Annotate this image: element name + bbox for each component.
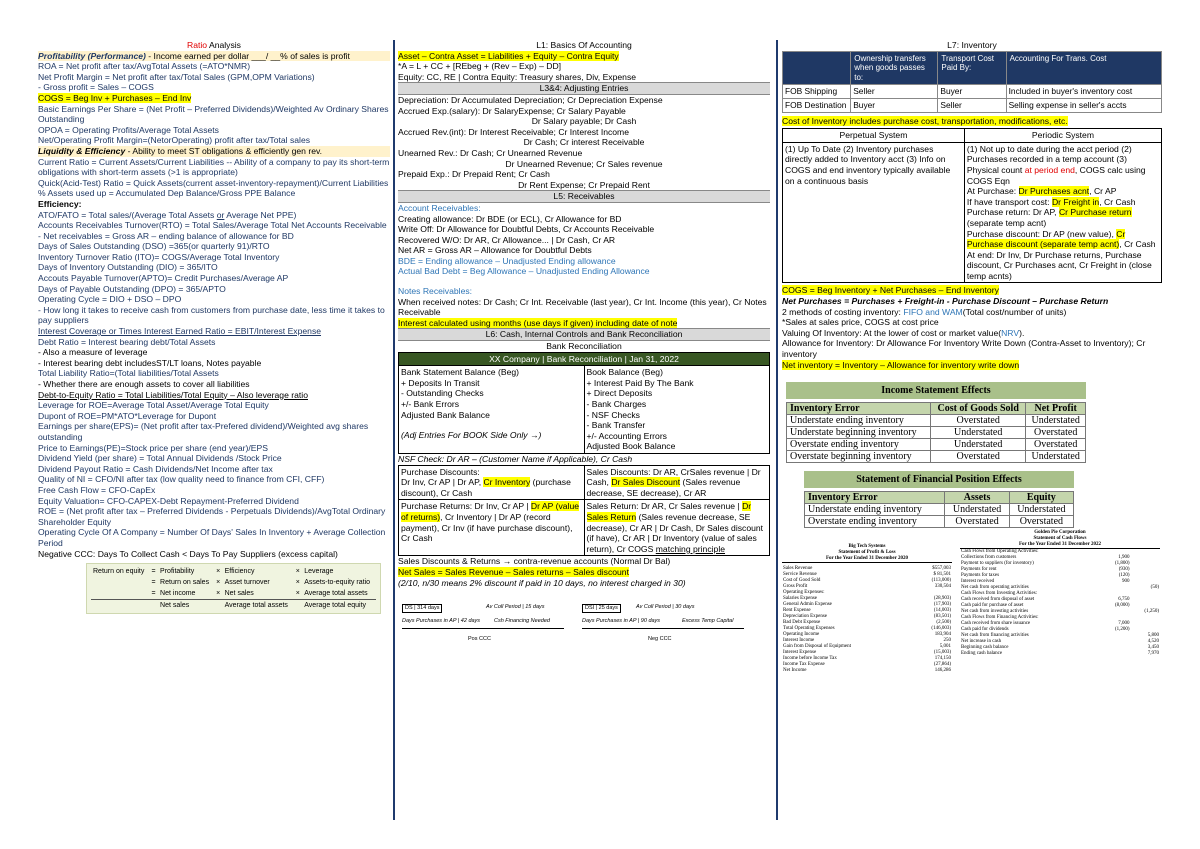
financial-statements	[782, 530, 1162, 674]
rb-cell: Net sales	[224, 590, 254, 598]
pl-cell: $ 81,501	[933, 572, 951, 578]
cf-cell: Interest received	[961, 579, 995, 585]
divider	[776, 40, 778, 820]
assets-used: % Assets used up = Accumulated Dep Balance/Gross PPE Balance	[38, 188, 296, 199]
pl-cell: Service Revenue	[783, 572, 817, 578]
ise-cell: Understate ending inventory	[787, 415, 931, 427]
sfp-cell: Understate ending inventory	[805, 504, 945, 516]
ise-cell: Understated	[1026, 451, 1086, 463]
write-off: Write Off: Dr Allowance for Doubtful Debts, Cr Accounts Receivable	[398, 224, 655, 235]
opoa: OPOA = Operating Profits/Average Total Assets	[38, 124, 219, 135]
notes-receivables: Notes Receivables:	[398, 286, 473, 297]
pl-cell: (28,903)	[933, 596, 951, 602]
net-sales: Net Sales = Sales Revenue – Sales returns – Sales discount	[398, 566, 629, 577]
sfp-head: Assets	[945, 492, 1009, 504]
ise-head: Net Profit	[1026, 403, 1086, 415]
cf-cell: Beginning cash balance	[961, 645, 1009, 651]
cf-cell: Net cash from financing activities	[961, 633, 1029, 639]
pl-row	[782, 668, 952, 674]
sfp-title: Statement of Financial Position Effects	[804, 471, 1074, 488]
recovered: Recovered W/O: Dr AR, Cr Allowance... | Dr Cash, Cr AR	[398, 234, 616, 245]
pl-cell: (27,864)	[933, 662, 951, 668]
equity-valuation: Equity Valuation= CFO-CAPEX-Debt Repayment-Preferred Dividend	[38, 495, 299, 506]
pl-cell: Net Income	[783, 668, 807, 674]
bank-line: + Deposits In Transit	[401, 377, 480, 388]
rb-cell: =	[151, 590, 156, 598]
actual-bad-debt: Actual Bad Debt = Beg Allowance – Unadjusted Ending Allowance	[398, 266, 650, 277]
pos-ccc-timeline	[398, 600, 568, 650]
cf-cell: Collections from customers	[961, 555, 1017, 561]
tl-axis	[402, 628, 564, 629]
pl-cell: Interest Income	[783, 638, 815, 644]
periodic-text: (1) Not up to date during the acct period (2) Purchases recorded in a temp account (3) Physical count at period end, COGS calc using COGS Eqn At Purchase: Dr Purchases acnt, Cr AP If have transport cost: Dr Freight in, Cr Cash Purchase return: Dr AP, Cr Purchase return (separate temp acnt) Purchase discount: Dr AP (new value), Cr Purchase discount (separate temp acnt), Cr Cash At end: Dr Inv, Dr Purchase returns, Purchase discount, Cr Purchases acnt, Cr Freight in (close temp acnts)	[964, 142, 1161, 283]
cf-cell: Payments for taxes	[961, 573, 1000, 579]
cf-cell: (1,200)	[1114, 627, 1130, 633]
sfp-head: Inventory Error	[805, 492, 945, 504]
pl-cell: Total Operating Expenses	[783, 626, 835, 632]
book-line: Adjusted Book Balance	[586, 441, 676, 452]
pl-cell: 146,286	[934, 668, 951, 674]
operating-cycle: Operating Cycle = DIO + DSO – DPO	[38, 294, 182, 305]
cf-cell: 7,970	[1147, 651, 1159, 657]
net-ar: Net AR = Gross AR – Allowance for Doubtful Debts	[398, 245, 592, 256]
debt-to-equity: Debt-to-Equity Ratio = Total Liabilities/Total Equity – Also leverage ratio	[38, 389, 308, 400]
ise-head: Cost of Goods Sold	[931, 403, 1026, 415]
pl-table	[782, 566, 952, 674]
pl-cell: Bad Debt Expense	[783, 620, 821, 626]
quick-ratio: Quick(Acid-Test) Ratio = Quick Assets(current asset-inventory-repayment)/Current Liabilities	[38, 177, 389, 188]
sfp-cell: Understated	[945, 504, 1009, 516]
rb-cell: =	[151, 579, 156, 587]
cf-cell: Cash paid for dividends	[961, 627, 1009, 633]
rb-cell: Assets-to-equity ratio	[304, 579, 371, 587]
pl-title: For the Year Ended 31 December 2020	[782, 556, 952, 563]
nsf-check: NSF Check: Dr AR – (Customer Name if Applicable), Cr Cash	[398, 453, 633, 464]
fob-table	[782, 51, 1162, 113]
ibd: - Interest bearing debt includesST/LT loans, Notes payable	[38, 357, 262, 368]
equity: Equity: CC, RE | Contra Equity: Treasury shares, Div, Expense	[398, 71, 637, 82]
cf-cell: 1,900	[1118, 555, 1130, 561]
company-header: XX Company | Bank Reconciliation | Jan 31, 2022	[399, 352, 770, 366]
ise-cell: Overstated	[931, 415, 1026, 427]
rb-cell: Average total assets	[304, 590, 368, 598]
fob-cell: FOB Shipping	[783, 85, 851, 99]
rb-cell: Return on sales	[160, 579, 210, 587]
cf-cell: (930)	[1118, 567, 1130, 573]
ise-cell: Overstate ending inventory	[787, 439, 931, 451]
npm: Net Profit Margin = Net profit after tax/Total Sales (GPM,OPM Variations)	[38, 71, 315, 82]
tl-label: Av Coll Period | 15 days	[486, 604, 545, 611]
cf-cell: (8,000)	[1114, 603, 1130, 609]
pl-cell: Salaries Expense	[783, 596, 818, 602]
inventory-column	[782, 40, 1162, 674]
interest-calc: Interest calculated using months (use days if given) including date of note	[398, 317, 678, 328]
cf-cell: Payments for rent	[961, 567, 997, 573]
fob-cell: Included in buyer's inventory cost	[1006, 85, 1161, 99]
fob-cell: Buyer	[938, 85, 1006, 99]
pl-cell: Income before Income Tax	[783, 656, 837, 662]
pl-cell: 250	[943, 638, 951, 644]
book-line: Book Balance (Beg)	[586, 367, 663, 378]
prepaid-2: Dr Rent Expense; Cr Prepaid Rent	[518, 179, 650, 190]
pl-cell: 330,504	[934, 584, 951, 590]
purchase-discounts: Purchase Discounts: Dr Inv, Cr AP | Dr AP, Cr Inventory (purchase discount), Cr Cash	[399, 465, 585, 500]
tl-label: Excess Temp Capital	[682, 618, 734, 625]
sfp-cell: Overstate ending inventory	[805, 516, 945, 528]
tl-label: Neg CCC	[648, 636, 672, 643]
pl-cell: (2,500)	[936, 620, 951, 626]
rb-cell: ×	[216, 590, 221, 598]
rb-cell	[91, 588, 150, 600]
rb-cell: ×	[216, 568, 221, 576]
neg-ccc-timeline	[578, 600, 748, 650]
ise-cell: Overstated	[1026, 439, 1086, 451]
pe: Price to Earnings(PE)=Stock price per share (end year)/EPS	[38, 442, 268, 453]
fob-header	[783, 51, 851, 85]
rb-cell: Net income	[160, 590, 196, 598]
gross-profit: - Gross profit = Sales – COGS	[38, 82, 154, 93]
ise-title: Income Statement Effects	[786, 382, 1086, 399]
cf-cell: Cash paid for purchase of asset	[961, 603, 1024, 609]
prepaid: Prepaid Exp.: Dr Prepaid Rent; Cr Cash	[398, 169, 550, 180]
tl-label: Days Purchases in AP | 90 days	[582, 618, 661, 625]
sales-discount-returns: Sales Discounts & Returns → contra-revenue accounts (Normal Dr Bal)	[398, 556, 671, 567]
cash-flow-statement	[960, 530, 1160, 674]
fob-cell: FOB Destination	[783, 98, 851, 112]
cf-cell: 4,520	[1147, 639, 1159, 645]
ise-cell: Overstate beginning inventory	[787, 451, 931, 463]
rb-cell: Profitability	[160, 568, 195, 576]
ise-cell: Overstated	[1026, 427, 1086, 439]
rb-cell: ×	[295, 590, 300, 598]
net-op-margin: Net/Operating Profit Margin=(NetorOperating) profit after tax/Total sales	[38, 135, 311, 146]
rb-cell	[91, 600, 150, 612]
sfp-cell: Understated	[1009, 504, 1073, 516]
ratio-title: Ratio Analysis	[187, 40, 241, 50]
ise-cell: Overstated	[931, 451, 1026, 463]
book-line: - NSF Checks	[586, 409, 640, 420]
profitability: Profitability (Performance) - Income earned per dollar ___/ __% of sales is profit	[38, 51, 390, 62]
purchase-returns: Purchase Returns: Dr Inv, Cr AP | Dr AP (value of returns), Cr Inventory | Dr AP (record payment), Cr Inv (if have purchase discount), Cr Cash	[399, 500, 585, 556]
accrued-exp: Accrued Exp.(salary): Dr SalaryExpense; Cr Salary Payable	[398, 105, 626, 116]
l7-heading: L7: Inventory	[947, 40, 997, 50]
financial-position-effects	[804, 471, 1074, 528]
whether: - Whether there are enough assets to cover all liabilities	[38, 379, 250, 389]
rb-cell: ×	[295, 579, 300, 587]
pl-cell: Cost of Good Sold	[783, 578, 821, 584]
pl-cell: Rent Expense	[783, 608, 811, 614]
book-line: - Bank Transfer	[586, 420, 646, 431]
dpo: Days of Payable Outstanding (DPO) = 365/APTO	[38, 283, 226, 294]
fob-header: Transport Cost Paid By:	[938, 51, 1006, 85]
liquidity: Liquidity & Efficiency - Ability to meet ST obligations & efficiently gen rev.	[38, 146, 390, 157]
pl-cell: (113,000)	[931, 578, 951, 584]
tl-label: Pos CCC	[468, 636, 491, 643]
cf-cell: 5,800	[1147, 633, 1159, 639]
bank-line: - Outstanding Checks	[401, 388, 484, 399]
asset-equation: Asset – Contra Asset = Liabilities + Equity – Contra Equity	[398, 50, 619, 61]
tl-label: DSI | 25 days	[582, 604, 621, 613]
sales-returns: Sales Return: Dr AR, Cr Sales revenue | Dr Sales Return (Sales revenue decrease, SE decrease), Cr AR | Dr Cash, Dr Sales discount (if have), Cr AR | Dr Inventory (value of sales return), Cr COGS matching principle	[584, 500, 770, 556]
sfp-cell: Overstated	[945, 516, 1009, 528]
cf-cell: 3,450	[1147, 645, 1159, 651]
ise-cell: Understate beginning inventory	[787, 427, 931, 439]
pl-title: Statement of Profit & Loss	[838, 550, 896, 556]
book-line: + Interest Paid By The Bank	[586, 377, 694, 388]
unearned-rev-2: Dr Unearned Revenue; Cr Sales revenue	[505, 158, 663, 169]
cf-title: For the Year Ended 31 December 2022	[960, 542, 1160, 549]
eps: Earnings per share(EPS)= (Net profit after tax-Prefered dividend)/Weighted avg shares outstanding	[38, 421, 369, 442]
cf-cell: (50)	[1150, 585, 1159, 591]
valuing: Valuing Of Inventory: At the lower of cost or market value(NRV).	[782, 327, 1025, 338]
perpetual-periodic-table	[782, 128, 1162, 283]
rb-cell: ×	[216, 579, 221, 587]
cf-cell: Ending cash balance	[961, 651, 1003, 657]
cf-cell: 7,000	[1118, 621, 1130, 627]
pl-cell: (146,003)	[931, 626, 951, 632]
art: Accounts Receivables Turnover(RTO) = Total Sales/Average Total Net Accounts Receivable	[38, 220, 387, 231]
rb-cell: Leverage	[304, 568, 334, 576]
accrued-rev: Accrued Rev.(int): Dr Interest Receivable; Cr Interest Income	[398, 126, 629, 137]
dso: Days of Sales Outstanding (DSO) =365(or quarterly 91)/RTO	[38, 241, 270, 252]
fob-header: Ownership transfers when goods passes to:	[851, 51, 938, 85]
rb-cell: =	[151, 568, 156, 576]
current-ratio: Current Ratio = Current Assets/Current Liabilities -- Ability of a company to pay its short-term obligations with short-term assets (>1 is appropriate)	[38, 156, 390, 178]
cf-cell: (1,250)	[1144, 609, 1159, 615]
bank-rec-title: Bank Reconciliation	[546, 341, 622, 352]
measure: - Also a measure of leverage	[38, 347, 148, 358]
ccc-timelines	[398, 600, 770, 650]
bde: BDE = Ending allowance – Unadjusted Ending allowance	[398, 255, 616, 266]
sales-discounts: Sales Discounts: Dr AR, CrSales revenue | Dr Cash, Dr Sales Discount (Sales revenue decrease, SE decrease), Cr AR	[584, 465, 770, 500]
pl-cell: 174,150	[934, 656, 951, 662]
total-liability-ratio: Total Liability Ratio=(Total liabilities/Total Assets	[38, 368, 219, 379]
roe: ROE = (Net profit after tax – Preferred Dividends - Perpetuals Dividends)/AvgTotal Ordinary Shareholder Equity	[38, 506, 386, 527]
account-receivables: Account Receivables:	[398, 202, 481, 213]
bank-line: Bank Statement Balance (Beg)	[401, 367, 519, 378]
fob-cell: Selling expense in seller's accts	[1006, 98, 1161, 112]
perpetual-text: (1) Up To Date (2) Inventory purchases directly added to Inventory acct (3) Info on COGS and end inventory typically available on a continuous basis	[783, 142, 965, 283]
terms: (2/10, n/30 means 2% discount if paid in 10 days, no interest charged in 30)	[398, 577, 686, 588]
accrued-rev-2: Dr Cash; Cr interest Receivable	[523, 137, 645, 148]
tl-label: Days Purchases in AP | 42 days	[402, 618, 481, 625]
pl-cell: Gross Profit	[783, 584, 808, 590]
book-line: +/- Accounting Errors	[586, 430, 667, 441]
discount-table	[398, 465, 770, 557]
sfp-head: Equity	[1009, 492, 1073, 504]
sfp-cell: Overstated	[1009, 516, 1073, 528]
pl-cell: 5,001	[939, 644, 951, 650]
pl-cell: 183,904	[934, 632, 951, 638]
tl-label: Csh Financing Needed	[494, 618, 550, 625]
book-side	[584, 366, 770, 454]
cf-cell: (1,800)	[1114, 561, 1130, 567]
pl-cell: Gain from Disposal of Equipment	[783, 644, 852, 650]
cf-cell: Cash received from disposal of asset	[961, 597, 1035, 603]
cf-cell: (120)	[1118, 573, 1130, 579]
depreciation: Depreciation: Dr Accumulated Depreciation; Cr Depreciation Expense	[398, 94, 663, 105]
perpetual-header: Perpetual System	[783, 129, 965, 143]
tl-axis	[582, 628, 744, 629]
cf-cell: Cash Flows from Financing Activities:	[961, 615, 1039, 621]
book-line: - Bank Charges	[586, 399, 647, 409]
rb-cell: Average total assets	[224, 602, 288, 610]
cf-cell: Payment to suppliers (for inventory)	[961, 561, 1034, 567]
fob-header: Accounting For Trans. Cost	[1006, 51, 1161, 85]
cf-cell: Net increase in cash	[961, 639, 1002, 645]
rb-cell: Asset turnover	[224, 579, 270, 587]
rb-cell	[294, 600, 303, 612]
bank-line: +/- Bank Errors	[401, 399, 460, 409]
net-inventory: Net inventory = Inventory – Allowance for inventory write down	[782, 359, 1020, 370]
bank-rec-table	[398, 352, 770, 454]
ise-cell: Understated	[1026, 415, 1086, 427]
rb-cell: ×	[295, 568, 300, 576]
operating-cycle-company: Operating Cycle Of A Company = Number Of Days' Sales In Inventory + Average Collection Period	[38, 527, 386, 548]
periodic-header: Periodic System	[964, 129, 1161, 143]
cf-title: Statement of Cash Flows	[1033, 536, 1087, 542]
pl-cell: Income Tax Expense	[783, 662, 825, 668]
cf-row	[960, 651, 1160, 657]
cf-cell: Cash received from share issuance	[961, 621, 1031, 627]
dio: Days of Inventory Outstanding (DIO) = 365/ITO	[38, 262, 218, 273]
pl-cell: (17,903)	[933, 602, 951, 608]
pl-cell: Operating Expenses:	[783, 590, 825, 596]
fcf: Free Cash Flow = CFO-CapEx	[38, 484, 156, 495]
debt-ratio: Debt Ratio = Interest bearing debt/Total Assets	[38, 336, 216, 347]
costing-methods: 2 methods of costing inventory: FIFO and WAM(Total cost/number of units)	[782, 306, 1067, 317]
income-statement-effects	[786, 382, 1086, 463]
cf-cell: 900	[1122, 579, 1130, 585]
rb-cell	[150, 600, 159, 612]
cogs-eq: COGS = Beg Inventory + Net Purchases – End Inventory	[782, 285, 999, 296]
l1-heading: L1: Basics Of Accounting	[536, 40, 632, 50]
cf-cell: 6,750	[1118, 597, 1130, 603]
pl-cell: Sales Revenue	[783, 566, 813, 572]
payout: Dividend Payout Ratio = Cash Dividends/Net Income after tax	[38, 463, 273, 474]
bank-line: (Adj Entries For BOOK Side Only →)	[401, 430, 542, 441]
div-yield: Dividend Yield (per share) = Total Annual Dividends /Stock Price	[38, 453, 282, 464]
cf-cell: Cash Flows from Operating Activities:	[961, 549, 1039, 555]
fob-cell: Buyer	[851, 98, 938, 112]
cf-cell: Net cash from operating activities	[961, 585, 1029, 591]
leverage-roe: Leverage for ROE=Average Total Asset/Average Total Equity	[38, 400, 269, 411]
pl-cell: Depreciation Expense	[783, 614, 828, 620]
pl-title: Big Tech Systems	[848, 544, 886, 550]
allowance: Allowance for Inventory: Dr Allowance For Inventory Write Down (Contra-Asset to Inventory); Cr inventory	[782, 338, 1146, 360]
net-purchases: Net Purchases = Purchases + Freight-in - Purchase Discount – Purchase Return	[782, 296, 1109, 307]
dupont: Dupont of ROE=PM*ATO*Leverage for Dupont	[38, 410, 217, 421]
asset-equation-2: *A = L + CC + [REbeg + (Rev – Exp) – DD]	[398, 61, 562, 72]
divider	[393, 40, 395, 820]
profit-loss-statement	[782, 544, 952, 674]
book-line: + Direct Deposits	[586, 388, 653, 399]
pl-cell: (83,501)	[933, 614, 951, 620]
cf-cell: Net cash from investing activities	[961, 609, 1029, 615]
creating-allowance: Creating allowance: Dr BDE (or ECL), Cr Allowance for BD	[398, 213, 622, 224]
ato: ATO/FATO = Total sales/(Average Total Assets or Average Net PPE)	[38, 209, 297, 220]
rb-cell: Return on equity	[93, 568, 145, 576]
ito: Inventory Turnover Ratio (ITO)= COGS/Average Total Inventory	[38, 251, 280, 262]
pl-cell: Operating Income	[783, 632, 820, 638]
ise-cell: Understated	[931, 427, 1026, 439]
how-long: - How long it takes to receive cash from customers from purchase date, less time it takes to pay suppliers	[38, 304, 385, 326]
ise-cell: Understated	[931, 439, 1026, 451]
cost-of-inventory: Cost of Inventory includes purchase cost, transportation, modifications, etc.	[782, 115, 1068, 126]
tl-label: DS | 314 days	[402, 604, 442, 613]
roa: ROA = Net profit after tax/AvgTotal Assets (=ATO*NMR)	[38, 61, 251, 72]
eps-basic: Basic Earnings Per Share = (Net Profit – Preferred Dividends)/Weighted Av Ordinary Shares Outstanding	[38, 103, 389, 125]
rb-cell	[214, 600, 223, 612]
accrued-exp-2: Dr Salary payable; Dr Cash	[531, 116, 637, 127]
l34-heading: L3&4: Adjusting Entries	[398, 82, 770, 95]
rb-cell: Net sales	[160, 602, 190, 610]
rb-cell: Efficiency	[224, 568, 255, 576]
fob-cell: Seller	[938, 98, 1006, 112]
l5-heading: L5: Receivables	[398, 190, 770, 203]
accounting-column	[398, 40, 770, 650]
rb-cell: Average total equity	[304, 602, 367, 610]
cf-cell	[1101, 651, 1130, 657]
ratio-analysis-column	[38, 40, 390, 614]
ise-head: Inventory Error	[787, 403, 931, 415]
l6-heading: L6: Cash, Internal Controls and Bank Reconciliation	[398, 328, 770, 341]
net-receivables: - Net receivables = Gross AR – ending balance of allowance for BD	[38, 230, 294, 241]
pl-cell: $557,003	[932, 566, 951, 572]
pl-cell: Interest Expense	[783, 650, 817, 656]
cf-cell: Cash Flows from Investing Activities:	[961, 591, 1038, 597]
bank-line: Adjusted Bank Balance	[401, 409, 490, 420]
pl-cell: (15,003)	[933, 650, 951, 656]
pl-cell: General Admin Expense	[783, 602, 832, 608]
sales-cost: *Sales at sales price, COGS at cost price	[782, 317, 939, 328]
rb-cell	[91, 577, 150, 588]
negative-ccc: Negative CCC: Days To Collect Cash < Days To Pay Suppliers (excess capital)	[38, 548, 338, 559]
efficiency-heading: Efficiency:	[38, 198, 82, 209]
interest-coverage: Interest Coverage or Times Interest Earned Ratio = EBIT/Interest Expense	[38, 326, 322, 337]
pl-cell: (14,003)	[933, 608, 951, 614]
bank-side	[399, 366, 585, 454]
unearned-rev: Unearned Rev.: Dr Cash; Cr Unearned Revenue	[398, 147, 583, 158]
apto: Accouts Payable Turnover(APTO)= Credit Purchases/Average AP	[38, 273, 289, 284]
cf-table	[960, 549, 1160, 657]
roe-decomposition-box	[86, 563, 381, 614]
quality-ni: Quality of NI = CFO/NI after tax (low quality need to finance from CFI, CFF)	[38, 474, 325, 485]
tl-label: Av Coll Period | 30 days	[636, 604, 695, 611]
fob-cell: Seller	[851, 85, 938, 99]
cf-title: Golden Pie Corporation	[1034, 530, 1086, 536]
cogs: COGS = Beg Inv + Purchases – End Inv	[38, 92, 192, 103]
when-received: When received notes: Dr Cash; Cr Int. Receivable (last year), Cr Int. Income (this year), Cr Notes Receivable	[398, 296, 767, 318]
